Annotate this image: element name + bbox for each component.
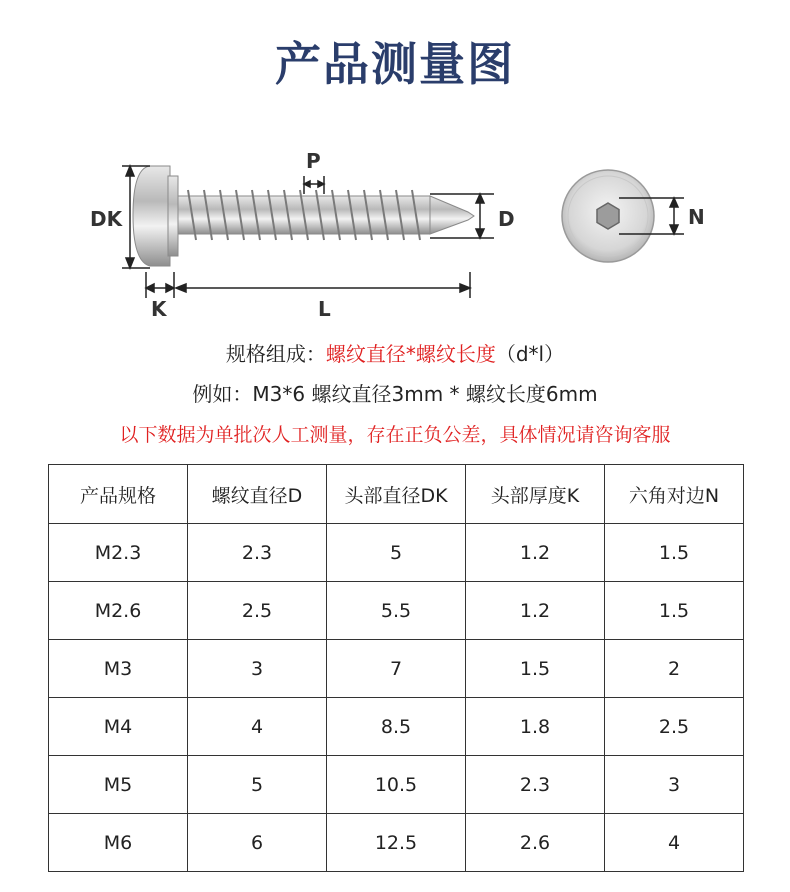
- table-row: [49, 524, 744, 582]
- table-cell: M6: [49, 814, 188, 872]
- spec-suffix: （d*l）: [495, 342, 565, 366]
- table-header-row: [49, 465, 744, 524]
- table-row: [49, 582, 744, 640]
- table-cell: 7: [327, 640, 466, 698]
- d-label: D: [498, 207, 515, 231]
- table-cell: 10.5: [327, 756, 466, 814]
- header-cell: 螺纹直径D: [188, 465, 327, 524]
- page-title: 产品测量图: [275, 37, 515, 91]
- table-cell: 2.3: [466, 756, 605, 814]
- screw-measurement-diagram: [0, 140, 790, 330]
- header-cell: 头部直径DK: [327, 465, 466, 524]
- table-cell: 5: [327, 524, 466, 582]
- table-cell: 2.5: [188, 582, 327, 640]
- table-cell: 4: [188, 698, 327, 756]
- table-cell: M5: [49, 756, 188, 814]
- spec-composition-line: [0, 338, 790, 367]
- table-cell: 1.5: [605, 582, 744, 640]
- spec-prefix: 规格组成：: [225, 342, 326, 366]
- k-l-dimension: [146, 272, 470, 298]
- k-label: K: [151, 297, 167, 321]
- header-cell: 头部厚度K: [466, 465, 605, 524]
- notice-line: 以下数据为单批次人工测量，存在正负公差，具体情况请咨询客服: [119, 424, 671, 446]
- example-line: 例如：M3*6 螺纹直径3mm * 螺纹长度6mm: [192, 382, 598, 406]
- hex-socket-icon: [597, 203, 619, 229]
- table-cell: 2.6: [466, 814, 605, 872]
- table-cell: 6: [188, 814, 327, 872]
- table-cell: 8.5: [327, 698, 466, 756]
- header-cell: 六角对边N: [605, 465, 744, 524]
- table-cell: 3: [188, 640, 327, 698]
- p-dimension: [304, 176, 324, 194]
- l-label: L: [318, 297, 331, 321]
- table-row: [49, 640, 744, 698]
- dk-label: DK: [90, 207, 123, 231]
- table-cell: 2: [605, 640, 744, 698]
- table-cell: M2.3: [49, 524, 188, 582]
- table-cell: 1.2: [466, 524, 605, 582]
- header-cell: 产品规格: [49, 465, 188, 524]
- table-cell: 4: [605, 814, 744, 872]
- table-cell: 2.5: [605, 698, 744, 756]
- spec-table: [48, 464, 744, 872]
- spec-formula: 螺纹直径*螺纹长度: [325, 342, 496, 366]
- table-cell: 12.5: [327, 814, 466, 872]
- table-cell: M4: [49, 698, 188, 756]
- table-cell: M2.6: [49, 582, 188, 640]
- table-cell: 3: [605, 756, 744, 814]
- table-row: [49, 814, 744, 872]
- table-cell: 1.8: [466, 698, 605, 756]
- n-label: N: [688, 205, 705, 229]
- table-cell: 1.5: [605, 524, 744, 582]
- table-cell: 2.3: [188, 524, 327, 582]
- screw-head-top-view: [562, 170, 654, 262]
- table-row: [49, 698, 744, 756]
- table-cell: M3: [49, 640, 188, 698]
- table-row: [49, 756, 744, 814]
- table-cell: 1.5: [466, 640, 605, 698]
- table-cell: 1.2: [466, 582, 605, 640]
- table-cell: 5.5: [327, 582, 466, 640]
- table-cell: 5: [188, 756, 327, 814]
- p-label: P: [306, 149, 321, 173]
